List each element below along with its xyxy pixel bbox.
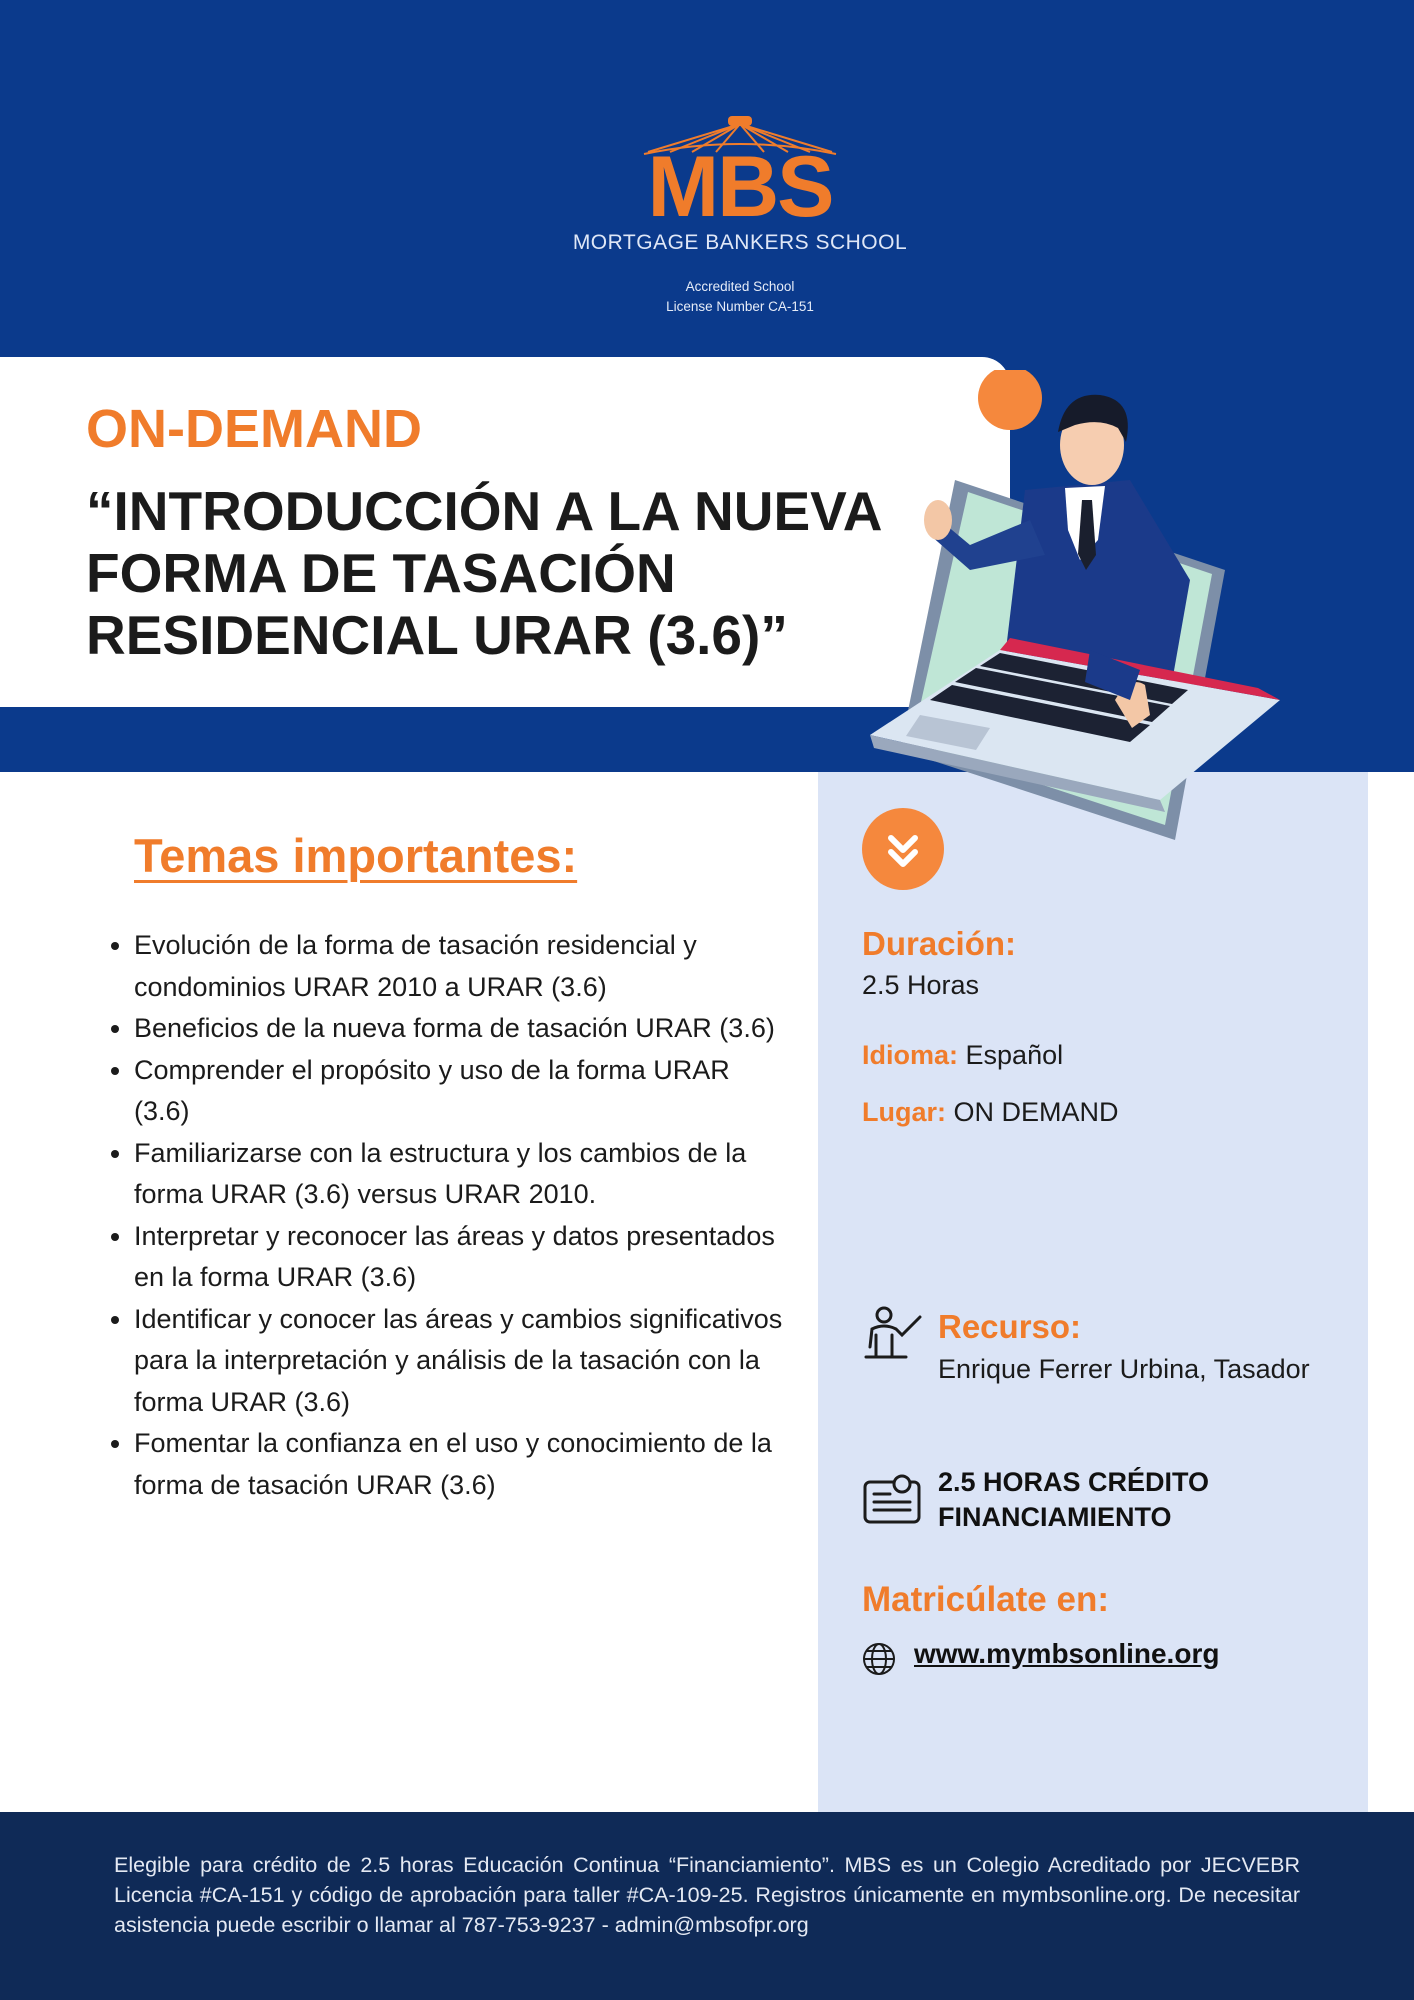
credit-line-1: 2.5 HORAS CRÉDITO <box>938 1467 1210 1497</box>
matricula-label: Matricúlate en: <box>862 1580 1109 1619</box>
idioma-value: Español <box>965 1040 1064 1070</box>
mbs-logo-mark <box>620 110 860 220</box>
credit-hours <box>938 1465 1298 1535</box>
list-item: • Comprender el propósito y uso de la forma URAR (3.6) <box>134 1050 784 1133</box>
accredited-text: Accredited School <box>685 279 795 294</box>
license-text: License Number CA-151 <box>666 299 814 314</box>
list-item: • Interpretar y reconocer las áreas y datos presentados en la forma URAR (3.6) <box>134 1216 784 1299</box>
lugar-label: Lugar: <box>862 1097 946 1127</box>
course-title-line-3: RESIDENCIAL URAR (3.6)” <box>86 604 788 666</box>
topics-heading: Temas importantes: <box>134 829 578 882</box>
duracion-value: 2.5 Horas <box>862 970 980 1000</box>
recurso-label: Recurso: <box>938 1308 1082 1345</box>
idioma-label: Idioma: <box>862 1040 959 1070</box>
recurso-value: Enrique Ferrer Urbina, Tasador <box>938 1354 1310 1384</box>
on-demand-tag: ON-DEMAND <box>86 399 422 459</box>
certificate-icon <box>862 1468 922 1528</box>
mbs-logo <box>570 110 910 314</box>
footer-disclaimer: Elegible para crédito de 2.5 horas Educación Continua “Financiamiento”. MBS es un Colegio Acreditado por JECVEBR Licencia #CA-151 y código de aprobación para taller #CA-109-25. Registros únicamente en mymbsonline.org. De necesitar asistencia puede escribir o llamar al 787-753-9237 - admin@mbsofpr.org <box>114 1853 1300 1937</box>
idioma-row <box>862 1040 1063 1071</box>
svg-text:MBS: MBS <box>647 139 833 220</box>
list-item: • Beneficios de la nueva forma de tasación URAR (3.6) <box>134 1008 784 1050</box>
decor-orange-dot <box>978 370 1042 430</box>
course-title <box>86 480 986 666</box>
lugar-row <box>862 1097 1119 1128</box>
list-item: • Evolución de la forma de tasación residencial y condominios URAR 2010 a URAR (3.6) <box>134 925 784 1008</box>
credit-line-2: FINANCIAMIENTO <box>938 1502 1172 1532</box>
course-title-line-1: “INTRODUCCIÓN A LA NUEVA <box>86 480 883 542</box>
list-item: • Familiarizarse con la estructura y los cambios de la forma URAR (3.6) versus URAR 2010. <box>134 1133 784 1216</box>
teacher-icon <box>862 1305 926 1363</box>
course-title-line-2: FORMA DE TASACIÓN <box>86 542 676 604</box>
list-item: • Fomentar la confianza en el uso y conocimiento de la forma de tasación URAR (3.6) <box>134 1423 784 1506</box>
list-item: • Identificar y conocer las áreas y cambios significativos para la interpretación y análisis de la tasación con la forma URAR (3.6) <box>134 1299 784 1424</box>
chevron-down-icon <box>862 808 944 890</box>
topics-list <box>98 925 784 1506</box>
globe-icon <box>862 1642 896 1676</box>
registration-link[interactable]: www.mymbsonline.org <box>914 1638 1220 1669</box>
duracion-label: Duración: <box>862 925 1017 962</box>
school-name: MORTGAGE BANKERS SCHOOL <box>572 231 908 254</box>
lugar-value: ON DEMAND <box>953 1097 1119 1127</box>
